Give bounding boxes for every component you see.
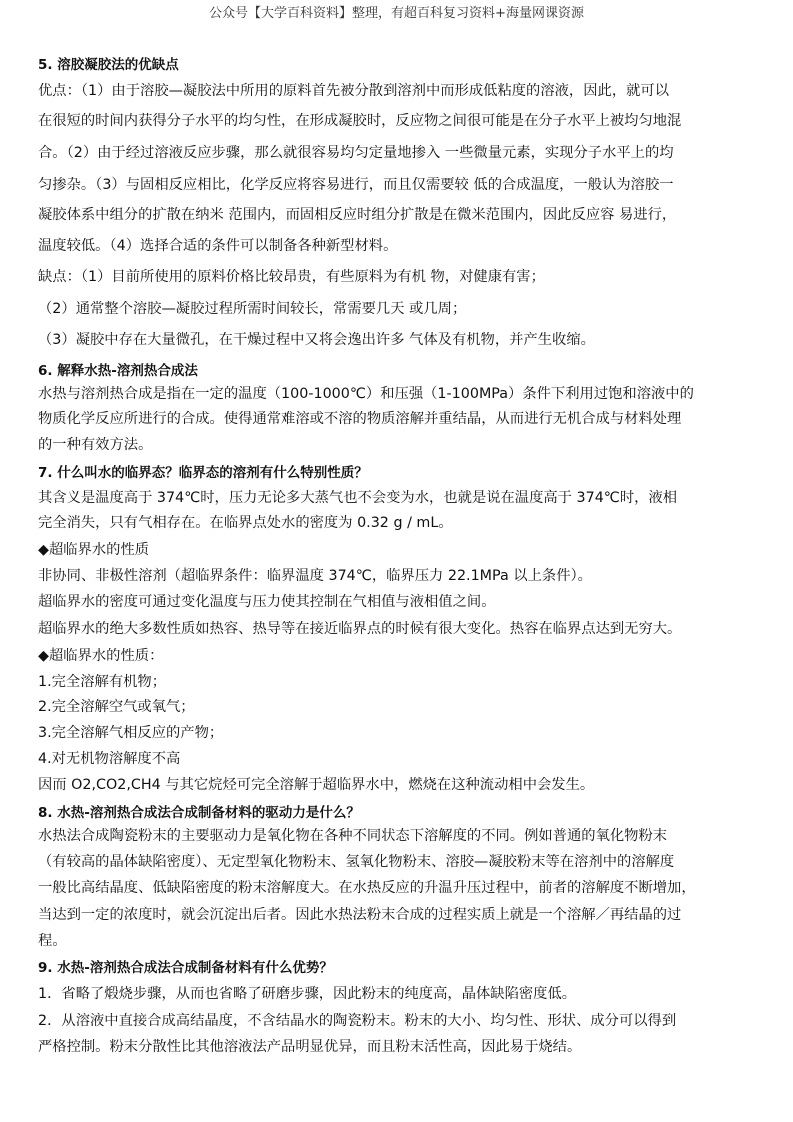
s7-line-3: ◆超临界水的性质 (38, 542, 150, 558)
s7-line-10: 3.完全溶解气相反应的产物； (38, 725, 224, 741)
s5-line-6: 温度较低。（4）选择合适的条件可以制备各种新型材料。 (38, 238, 398, 254)
s7-line-9: 2.完全溶解空气或氧气； (38, 699, 195, 715)
s7-line-5: 超临界水的密度可通过变化温度与压力使其控制在气相值与液相值之间。 (38, 594, 496, 610)
section-9-title: 9. 水热-溶剂热合成法合成制备材料有什么优势？ (38, 960, 333, 976)
s7-line-4: 非协同、非极性溶剂（超临界条件：临界温度 374℃，临界压力 22.1MPa 以上条件）。 (38, 568, 592, 584)
s7-line-7: ◆超临界水的性质： (38, 648, 164, 664)
s6-line-1: 水热与溶剂热合成是指在一定的温度（100-1000℃）和压强（1-100MPa）条件下利用过饱和溶液中的 (38, 386, 694, 402)
s5-line-5: 凝胶体系中组分的扩散在纳米 范围内，而固相反应时组分扩散是在微米范围内，因此反应容 易进行， (38, 207, 677, 223)
s7-line-8: 1.完全溶解有机物； (38, 674, 167, 690)
s9-line-2: 2．从溶液中直接合成高结晶度，不含结晶水的陶瓷粉末。粉末的大小、均匀性、形状、成分可以得到 (38, 1013, 677, 1029)
s8-line-3: 一般比高结晶度、低缺陷密度的粉末溶解度大。在水热反应的升温升压过程中，前者的溶解度不断增加， (38, 880, 696, 896)
s5-line-8: （2）通常整个溶胶—凝胶过程所需时间较长，常需要几天 或几周； (38, 301, 467, 317)
section-5-title: 5. 溶胶凝胶法的优缺点 (38, 57, 179, 73)
s7-line-1: 其含义是温度高于 374℃时，压力无论多大蒸气也不会变为水，也就是说在温度高于 374℃时，液相 (38, 490, 678, 506)
s5-line-2: 在很短的时间内获得分子水平的均匀性，在形成凝胶时，反应物之间很可能是在分子水平上被均匀地混 (38, 113, 682, 129)
s9-line-1: 1．省略了煅烧步骤，从而也省略了研磨步骤，因此粉末的纯度高，晶体缺陷密度低。 (38, 986, 577, 1002)
s8-line-5: 程。 (38, 933, 67, 949)
s5-line-1: 优点：（1）由于溶胶—凝胶法中所用的原料首先被分散到溶剂中而形成低粘度的溶液，因此，就可以 (38, 83, 670, 99)
s5-line-9: （3）凝胶中存在大量微孔，在干燥过程中又将会逸出许多 气体及有机物，并产生收缩。 (38, 332, 595, 348)
s7-line-11: 4.对无机物溶解度不高 (38, 751, 181, 767)
s5-line-7: 缺点：（1）目前所使用的原料价格比较昂贵，有些原料为有机 物，对健康有害； (38, 269, 545, 285)
s7-line-12: 因而 O2,CO2,CH4 与其它烷烃可完全溶解于超临界水中，燃烧在这种流动相中会发生。 (38, 777, 595, 793)
s5-line-3: 合。（2）由于经过溶液反应步骤，那么就很容易均匀定量地掺入 一些微量元素，实现分子水平上的均 (38, 145, 674, 161)
page-header: 公众号【大学百科资料】整理，有超百科复习资料+海量网课资源 (209, 6, 584, 21)
s8-line-1: 水热法合成陶瓷粉末的主要驱动力是氧化物在各种不同状态下溶解度的不同。例如普通的氧化物粉末 (38, 828, 668, 844)
section-8-title: 8. 水热-溶剂热合成法合成制备材料的驱动力是什么？ (38, 805, 360, 821)
section-6-title: 6. 解释水热-溶剂热合成法 (38, 363, 198, 379)
s7-line-2: 完全消失，只有气相存在。在临界点处水的密度为 0.32 g / mL。 (38, 515, 453, 531)
s7-line-6: 超临界水的绝大多数性质如热容、热导等在接近临界点的时候有很大变化。热容在临界点达到无穷大。 (38, 621, 682, 637)
s6-line-3: 的一种有效方法。 (38, 437, 153, 453)
s8-line-4: 当达到一定的浓度时，就会沉淀出后者。因此水热法粉末合成的过程实质上就是一个溶解／再结晶的过 (38, 907, 682, 923)
s9-line-3: 严格控制。粉末分散性比其他溶液法产品明显优异，而且粉末活性高，因此易于烧结。 (38, 1039, 582, 1055)
s5-line-4: 匀掺杂。（3）与固相反应相比，化学反应将容易进行，而且仅需要较 低的合成温度，一般认为溶胶一 (38, 177, 674, 193)
s8-line-2: （有较高的晶体缺陷密度）、无定型氧化物粉末、氢氧化物粉末、溶胶—凝胶粉末等在溶剂中的溶解度 (38, 854, 675, 870)
section-7-title: 7. 什么叫水的临界态？临界态的溶剂有什么特别性质？ (38, 465, 368, 481)
s6-line-2: 物质化学反应所进行的合成。使得通常难溶或不溶的物质溶解并重结晶，从而进行无机合成与材料处理 (38, 411, 682, 427)
